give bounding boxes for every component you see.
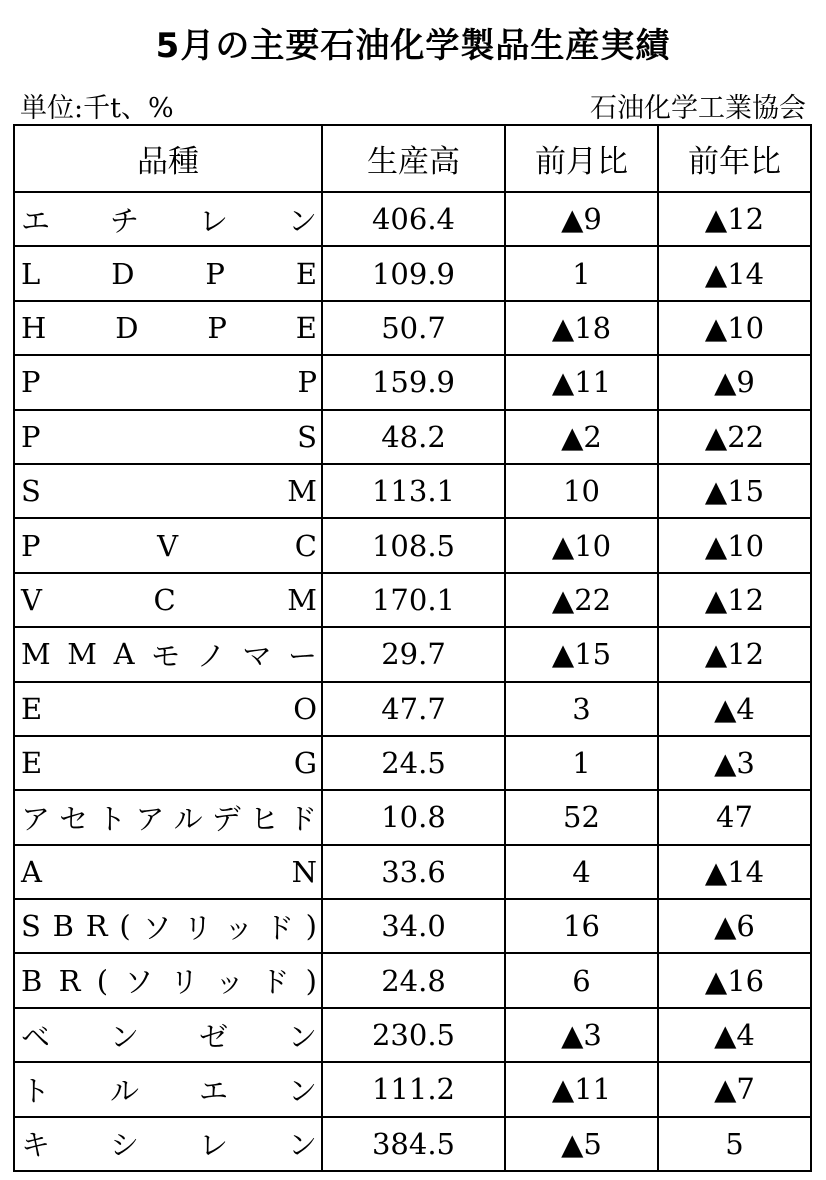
product-name-char: モ [151, 638, 181, 673]
yoy-cell: ▲10 [658, 518, 811, 572]
yoy-cell: ▲4 [658, 682, 811, 736]
product-name [21, 257, 317, 291]
product-name-cell [14, 953, 322, 1007]
yoy-cell: ▲12 [658, 627, 811, 681]
product-name-char: E [21, 746, 43, 781]
product-name [21, 1123, 317, 1164]
production-cell: 24.8 [322, 953, 505, 1007]
page-title: 5月の主要石油化学製品生産実績 [155, 26, 671, 66]
mom-cell: 16 [505, 899, 658, 953]
product-name-cell [14, 355, 322, 409]
product-name-char: E [295, 256, 317, 291]
production-cell: 47.7 [322, 682, 505, 736]
product-name [21, 855, 317, 889]
yoy-cell: 47 [658, 790, 811, 844]
product-name-cell [14, 410, 322, 464]
product-name-char: ア [135, 801, 165, 836]
product-name-char: ソ [142, 910, 172, 945]
table-row [14, 1062, 811, 1116]
product-name-char: ン [287, 1019, 317, 1054]
table-row [14, 410, 811, 464]
product-name-char: D [115, 310, 139, 345]
production-cell: 29.7 [322, 627, 505, 681]
product-name-char: P [297, 365, 317, 400]
product-name-char: ド [287, 801, 317, 836]
table-row [14, 518, 811, 572]
product-name-char: E [295, 310, 317, 345]
product-name-char: ド [264, 910, 294, 945]
table-row [14, 1117, 811, 1171]
product-name-char: ア [21, 801, 51, 836]
yoy-cell: ▲14 [658, 246, 811, 300]
table-header-row [14, 125, 811, 192]
product-name-char: シ [109, 1128, 139, 1163]
product-name-char: P [21, 365, 41, 400]
table-row [14, 682, 811, 736]
product-name-char: H [21, 310, 47, 345]
table-row [14, 192, 811, 246]
unit-label: 単位:千t、% [20, 93, 174, 124]
mom-cell: 6 [505, 953, 658, 1007]
production-cell: 33.6 [322, 845, 505, 899]
yoy-cell: ▲6 [658, 899, 811, 953]
yoy-cell: ▲15 [658, 464, 811, 518]
product-name [21, 960, 317, 1001]
table-row [14, 953, 811, 1007]
product-name-char: ン [109, 1019, 139, 1054]
product-name-char: M [287, 582, 317, 617]
product-name-char: デ [211, 801, 241, 836]
product-name-char: ソ [124, 965, 154, 1000]
product-name-char: ( [96, 963, 109, 998]
production-cell: 170.1 [322, 573, 505, 627]
yoy-cell: ▲9 [658, 355, 811, 409]
product-name-char: A [21, 854, 42, 889]
yoy-cell: ▲3 [658, 736, 811, 790]
product-name-char: P [205, 256, 225, 291]
product-name-char: S [21, 909, 41, 944]
table-row [14, 845, 811, 899]
product-name-cell [14, 301, 322, 355]
product-name-char: N [291, 854, 317, 889]
product-name [21, 311, 317, 345]
product-name-cell [14, 682, 322, 736]
mom-cell: 4 [505, 845, 658, 899]
product-name-char: エ [198, 1073, 228, 1108]
product-name-char: セ [59, 801, 89, 836]
production-table [13, 124, 812, 1172]
product-name-char: レ [198, 1128, 228, 1163]
production-cell: 10.8 [322, 790, 505, 844]
mom-cell: 10 [505, 464, 658, 518]
mom-cell: ▲3 [505, 1008, 658, 1062]
production-cell: 113.1 [322, 464, 505, 518]
product-name-char: ベ [21, 1019, 51, 1054]
mom-cell: ▲11 [505, 1062, 658, 1116]
product-name-char: チ [109, 203, 139, 238]
product-name-char: P [21, 528, 41, 563]
yoy-cell: ▲12 [658, 573, 811, 627]
yoy-cell: 5 [658, 1117, 811, 1171]
product-name-char: ト [97, 801, 127, 836]
yoy-cell: ▲16 [658, 953, 811, 1007]
product-name-char: A [113, 637, 135, 672]
product-name-char: M [21, 637, 51, 672]
production-cell: 230.5 [322, 1008, 505, 1062]
table-row [14, 627, 811, 681]
product-name-char: S [297, 419, 317, 454]
table-row [14, 464, 811, 518]
mom-cell: 3 [505, 682, 658, 736]
product-name-char: ノ [196, 638, 226, 673]
mom-cell: ▲2 [505, 410, 658, 464]
product-name-char: リ [183, 910, 213, 945]
mom-cell: ▲10 [505, 518, 658, 572]
table-row [14, 899, 811, 953]
product-name-cell [14, 1062, 322, 1116]
yoy-cell: ▲14 [658, 845, 811, 899]
product-name-char: ( [119, 909, 131, 944]
product-name-cell [14, 1117, 322, 1171]
yoy-cell: ▲22 [658, 410, 811, 464]
source-label: 石油化学工業協会 [590, 93, 806, 124]
table-row [14, 355, 811, 409]
product-name-char: M [287, 474, 317, 509]
product-name-char: ッ [224, 910, 254, 945]
header-yoy: 前年比 [658, 125, 811, 192]
product-name-char: ト [21, 1073, 51, 1108]
product-name-cell [14, 1008, 322, 1062]
yoy-cell: ▲7 [658, 1062, 811, 1116]
table-row [14, 246, 811, 300]
production-cell: 24.5 [322, 736, 505, 790]
product-name-char: R [58, 963, 81, 998]
product-name-char: ン [287, 1073, 317, 1108]
production-cell: 159.9 [322, 355, 505, 409]
product-name-char: M [67, 637, 97, 672]
product-name-cell [14, 246, 322, 300]
product-name-char: D [111, 256, 135, 291]
mom-cell: 1 [505, 736, 658, 790]
table-row [14, 573, 811, 627]
table-row [14, 301, 811, 355]
product-name-char: S [21, 474, 41, 509]
product-name-char: ゼ [198, 1019, 228, 1054]
header-production: 生産高 [322, 125, 505, 192]
product-name-char: ッ [215, 965, 245, 1000]
product-name [21, 1015, 317, 1056]
product-name-char: ヒ [249, 801, 279, 836]
yoy-cell: ▲4 [658, 1008, 811, 1062]
production-cell: 34.0 [322, 899, 505, 953]
production-cell: 111.2 [322, 1062, 505, 1116]
product-name-char: G [293, 746, 317, 781]
product-name [21, 583, 317, 617]
product-name-char: C [294, 528, 317, 563]
mom-cell: ▲9 [505, 192, 658, 246]
product-name-char: P [207, 310, 227, 345]
mom-cell: ▲5 [505, 1117, 658, 1171]
product-name-cell [14, 192, 322, 246]
product-name-char: ー [287, 638, 317, 673]
product-name-char: V [157, 528, 179, 563]
product-name-char: C [153, 582, 176, 617]
product-name-char: V [21, 582, 42, 617]
table-row [14, 1008, 811, 1062]
product-name-cell [14, 790, 322, 844]
product-name-char: P [21, 419, 41, 454]
product-name [21, 529, 317, 563]
product-name [21, 199, 317, 240]
table-row [14, 736, 811, 790]
product-name [21, 692, 317, 726]
production-cell: 50.7 [322, 301, 505, 355]
mom-cell: ▲22 [505, 573, 658, 627]
product-name-cell [14, 845, 322, 899]
product-name-char: ド [260, 965, 290, 1000]
product-name [21, 906, 317, 947]
product-name-char: R [85, 909, 108, 944]
product-name-char: キ [21, 1128, 51, 1163]
product-name-char: E [21, 691, 43, 726]
product-name-char: ル [173, 801, 203, 836]
product-name [21, 797, 317, 838]
product-name-cell [14, 627, 322, 681]
production-cell: 406.4 [322, 192, 505, 246]
production-cell: 48.2 [322, 410, 505, 464]
mom-cell: ▲11 [505, 355, 658, 409]
product-name-cell [14, 899, 322, 953]
product-name [21, 1069, 317, 1110]
product-name-char: リ [169, 965, 199, 1000]
product-name [21, 365, 317, 399]
product-name-char: O [293, 691, 317, 726]
product-name-cell [14, 518, 322, 572]
product-name-cell [14, 573, 322, 627]
header-mom: 前月比 [505, 125, 658, 192]
yoy-cell: ▲10 [658, 301, 811, 355]
header-product: 品種 [14, 125, 322, 192]
product-name-char: ン [287, 203, 317, 238]
product-name-char: ) [305, 909, 317, 944]
production-cell: 384.5 [322, 1117, 505, 1171]
product-name-char: レ [198, 203, 228, 238]
product-name-char: B [52, 909, 74, 944]
product-name [21, 634, 317, 675]
product-name-char: ) [305, 963, 317, 998]
production-cell: 108.5 [322, 518, 505, 572]
product-name [21, 474, 317, 508]
production-cell: 109.9 [322, 246, 505, 300]
mom-cell: ▲15 [505, 627, 658, 681]
product-name-char: B [21, 963, 43, 998]
product-name [21, 746, 317, 780]
product-name-char: エ [21, 203, 51, 238]
product-name-char: L [21, 256, 41, 291]
product-name-char: ン [287, 1128, 317, 1163]
mom-cell: 52 [505, 790, 658, 844]
product-name-char: マ [242, 638, 272, 673]
product-name-cell [14, 464, 322, 518]
product-name-cell [14, 736, 322, 790]
table-body [14, 192, 811, 1171]
product-name [21, 420, 317, 454]
mom-cell: ▲18 [505, 301, 658, 355]
yoy-cell: ▲12 [658, 192, 811, 246]
table-row [14, 790, 811, 844]
product-name-char: ル [109, 1073, 139, 1108]
mom-cell: 1 [505, 246, 658, 300]
